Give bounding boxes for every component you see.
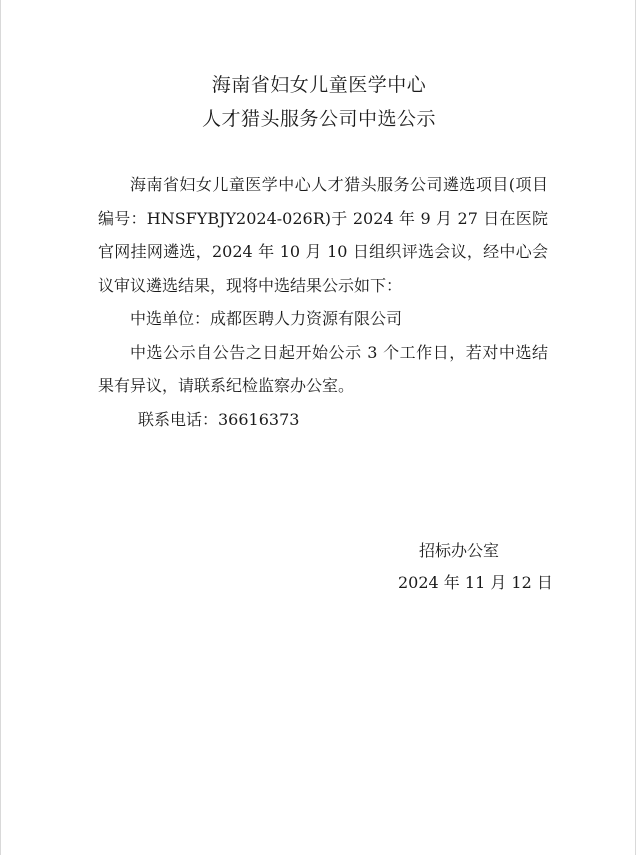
document-title-line-1: 海南省妇女儿童医学中心 <box>211 74 427 96</box>
phone-paragraph: 联系电话：36616373 <box>138 409 300 429</box>
signature-office: 招标办公室 <box>419 541 500 560</box>
notice-paragraph: 中选公示自公告之日起开始公示 3 个工作日，若对中选结果有异议，请联系纪检监察办公室。 <box>98 342 548 395</box>
winner-paragraph: 中选单位：成都医聘人力资源有限公司 <box>130 309 403 328</box>
document-title-line-2: 人才猎头服务公司中选公示 <box>201 108 436 130</box>
signature-date: 2024 年 11 月 12 日 <box>398 573 553 592</box>
document-body <box>98 168 548 436</box>
intro-paragraph: 海南省妇女儿童医学中心人才猎头服务公司遴选项目(项目编号：HNSFYBJY2024-026R)于 2024 年 9 月 27 日在医院官网挂网遴选，2024 年 10 月 10 日组织评选会议，经中心会议审议遴选结果，现将中选结果公示如下： <box>98 175 548 295</box>
